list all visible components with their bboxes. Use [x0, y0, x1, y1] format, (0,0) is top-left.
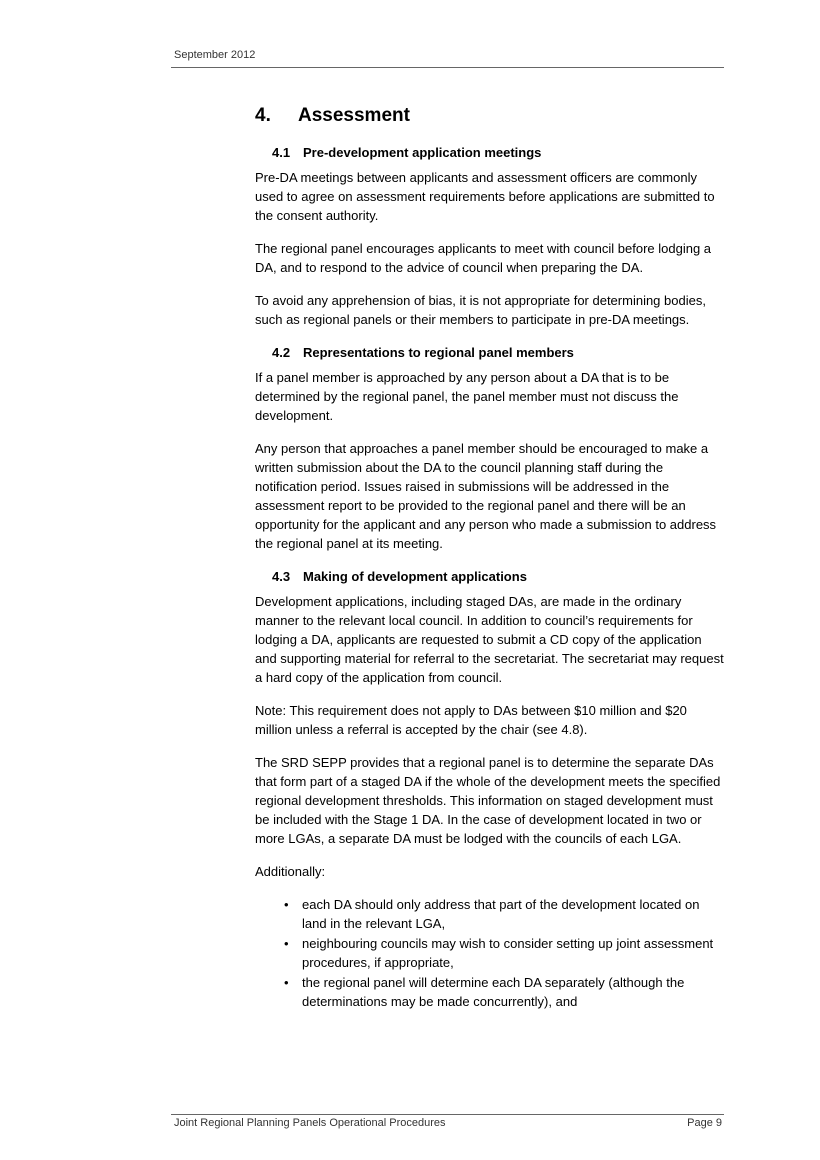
paragraph: Additionally:	[255, 864, 326, 879]
subsection-heading-4-1	[272, 143, 725, 162]
list-item	[255, 934, 725, 972]
list-item	[255, 895, 725, 933]
footer-divider	[171, 1114, 724, 1115]
paragraph: The SRD SEPP provides that a regional panel is to determine the separate DAs that form part of a staged DA if the whole of the development meets the specified regional development thresholds. This information on staged development must be included with the Stage 1 DA. In the case of development located in two or more LGAs, a separate DA must be lodged with the councils of each LGA.	[255, 755, 721, 846]
bullet-list	[255, 895, 725, 1011]
subsection-number: 4.1	[272, 145, 291, 160]
paragraph: If a panel member is approached by any person about a DA that is to be determined by the regional panel, the panel member must not discuss the development.	[255, 370, 679, 423]
list-item	[255, 973, 725, 1011]
list-item-text: each DA should only address that part of the development located on land in the relevant LGA,	[302, 897, 700, 931]
paragraph: The regional panel encourages applicants to meet with council before lodging a DA, and to respond to the advice of council when preparing the DA.	[255, 241, 712, 275]
subsection-number: 4.2	[272, 345, 291, 360]
list-item-text: the regional panel will determine each DA separately (although the determinations may be made concurrently), and	[302, 975, 685, 1009]
subsection-number: 4.3	[272, 569, 291, 584]
section-title: Assessment	[298, 105, 410, 126]
paragraph: Any person that approaches a panel member should be encouraged to make a written submission about the DA to the council planning staff during the notification period. Issues raised in submissions will be addressed in the assessment report to be provided to the regional panel and there will be an opportunity for the applicant and any person who made a submission to address the regional panel at its meeting.	[255, 441, 717, 551]
page-content	[255, 103, 725, 1012]
footer-page-number: Page 9	[687, 1117, 722, 1129]
subsection-heading-4-3	[272, 567, 725, 586]
subsection-title: Representations to regional panel members	[303, 345, 574, 360]
section-heading	[255, 103, 725, 129]
section-number: 4.	[255, 105, 271, 126]
bullet-icon: •	[284, 975, 289, 990]
bullet-icon: •	[284, 897, 289, 912]
header-divider	[171, 67, 724, 68]
list-item-text: neighbouring councils may wish to consider setting up joint assessment procedures, if appropriate,	[302, 936, 714, 970]
bullet-icon: •	[284, 936, 289, 951]
subsection-heading-4-2	[272, 343, 725, 362]
paragraph: Note: This requirement does not apply to DAs between $10 million and $20 million unless a referral is accepted by the chair (see 4.8).	[255, 703, 687, 737]
paragraph: Development applications, including staged DAs, are made in the ordinary manner to the relevant local council. In addition to council’s requirements for lodging a DA, applicants are requested to submit a CD copy of the application and supporting material for referral to the secretariat. The secretariat may request a hard copy of the application from council.	[255, 594, 724, 685]
footer-document-title: Joint Regional Planning Panels Operational Procedures	[174, 1117, 446, 1129]
paragraph: To avoid any apprehension of bias, it is not appropriate for determining bodies, such as regional panels or their members to participate in pre-DA meetings.	[255, 293, 706, 327]
page-header-date: September 2012	[174, 49, 256, 61]
subsection-title: Pre-development application meetings	[303, 145, 542, 160]
subsection-title: Making of development applications	[303, 569, 527, 584]
paragraph: Pre-DA meetings between applicants and assessment officers are commonly used to agree on assessment requirements before applications are submitted to the consent authority.	[255, 170, 715, 223]
